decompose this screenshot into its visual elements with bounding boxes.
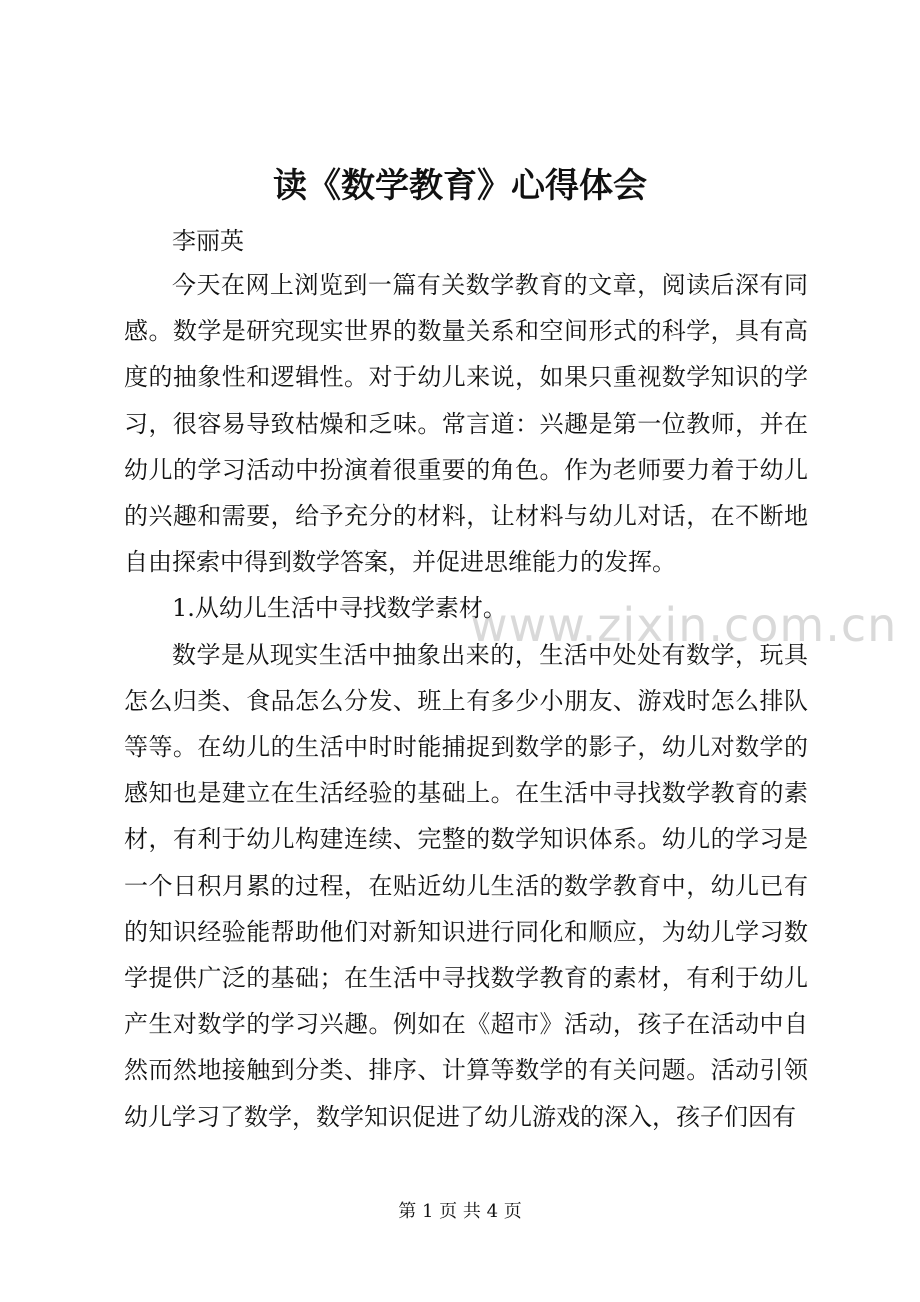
document-body <box>124 262 808 1140</box>
paragraph-section-1: 数学是从现实生活中抽象出来的，生活中处处有数学，玩具怎么归类、食品怎么分发、班上有多少小朋友、游戏时怎么排队等等。在幼儿的生活中时时能捕捉到数学的影子，幼儿对数学的感知也是建立在生活经验的基础上。在生活中寻找数学教育的素材，有利于幼儿构建连续、完整的数学知识体系。幼儿的学习是一个日积月累的过程，在贴近幼儿生活的数学教育中，幼儿已有的知识经验能帮助他们对新知识进行同化和顺应，为幼儿学习数学提供广泛的基础；在生活中寻找数学教育的素材，有利于幼儿产生对数学的学习兴趣。例如在《超市》活动，孩子在活动中自然而然地接触到分类、排序、计算等数学的有关问题。活动引领幼儿学习了数学，数学知识促进了幼儿游戏的深入，孩子们因有 <box>124 640 808 1131</box>
page-footer: 第 1 页 共 4 页 <box>398 1201 522 1222</box>
paragraph-intro: 今天在网上浏览到一篇有关数学教育的文章，阅读后深有同感。数学是研究现实世界的数量关系和空间形式的科学，具有高度的抽象性和逻辑性。对于幼儿来说，如果只重视数学知识的学习，很容易导致枯燥和乏味。常言道：兴趣是第一位教师，并在幼儿的学习活动中扮演着很重要的角色。作为老师要力着于幼儿的兴趣和需要，给予充分的材料，让材料与幼儿对话，在不断地自由探索中得到数学答案，并促进思维能力的发挥。 <box>124 271 808 577</box>
author-name: 李丽英 <box>172 227 244 255</box>
document-title: 读《数学教育》心得体会 <box>273 166 647 206</box>
section-heading-1: 1.从幼儿生活中寻找数学素材。 <box>172 594 507 623</box>
watermark: www.zixin.com.cn <box>470 598 898 652</box>
